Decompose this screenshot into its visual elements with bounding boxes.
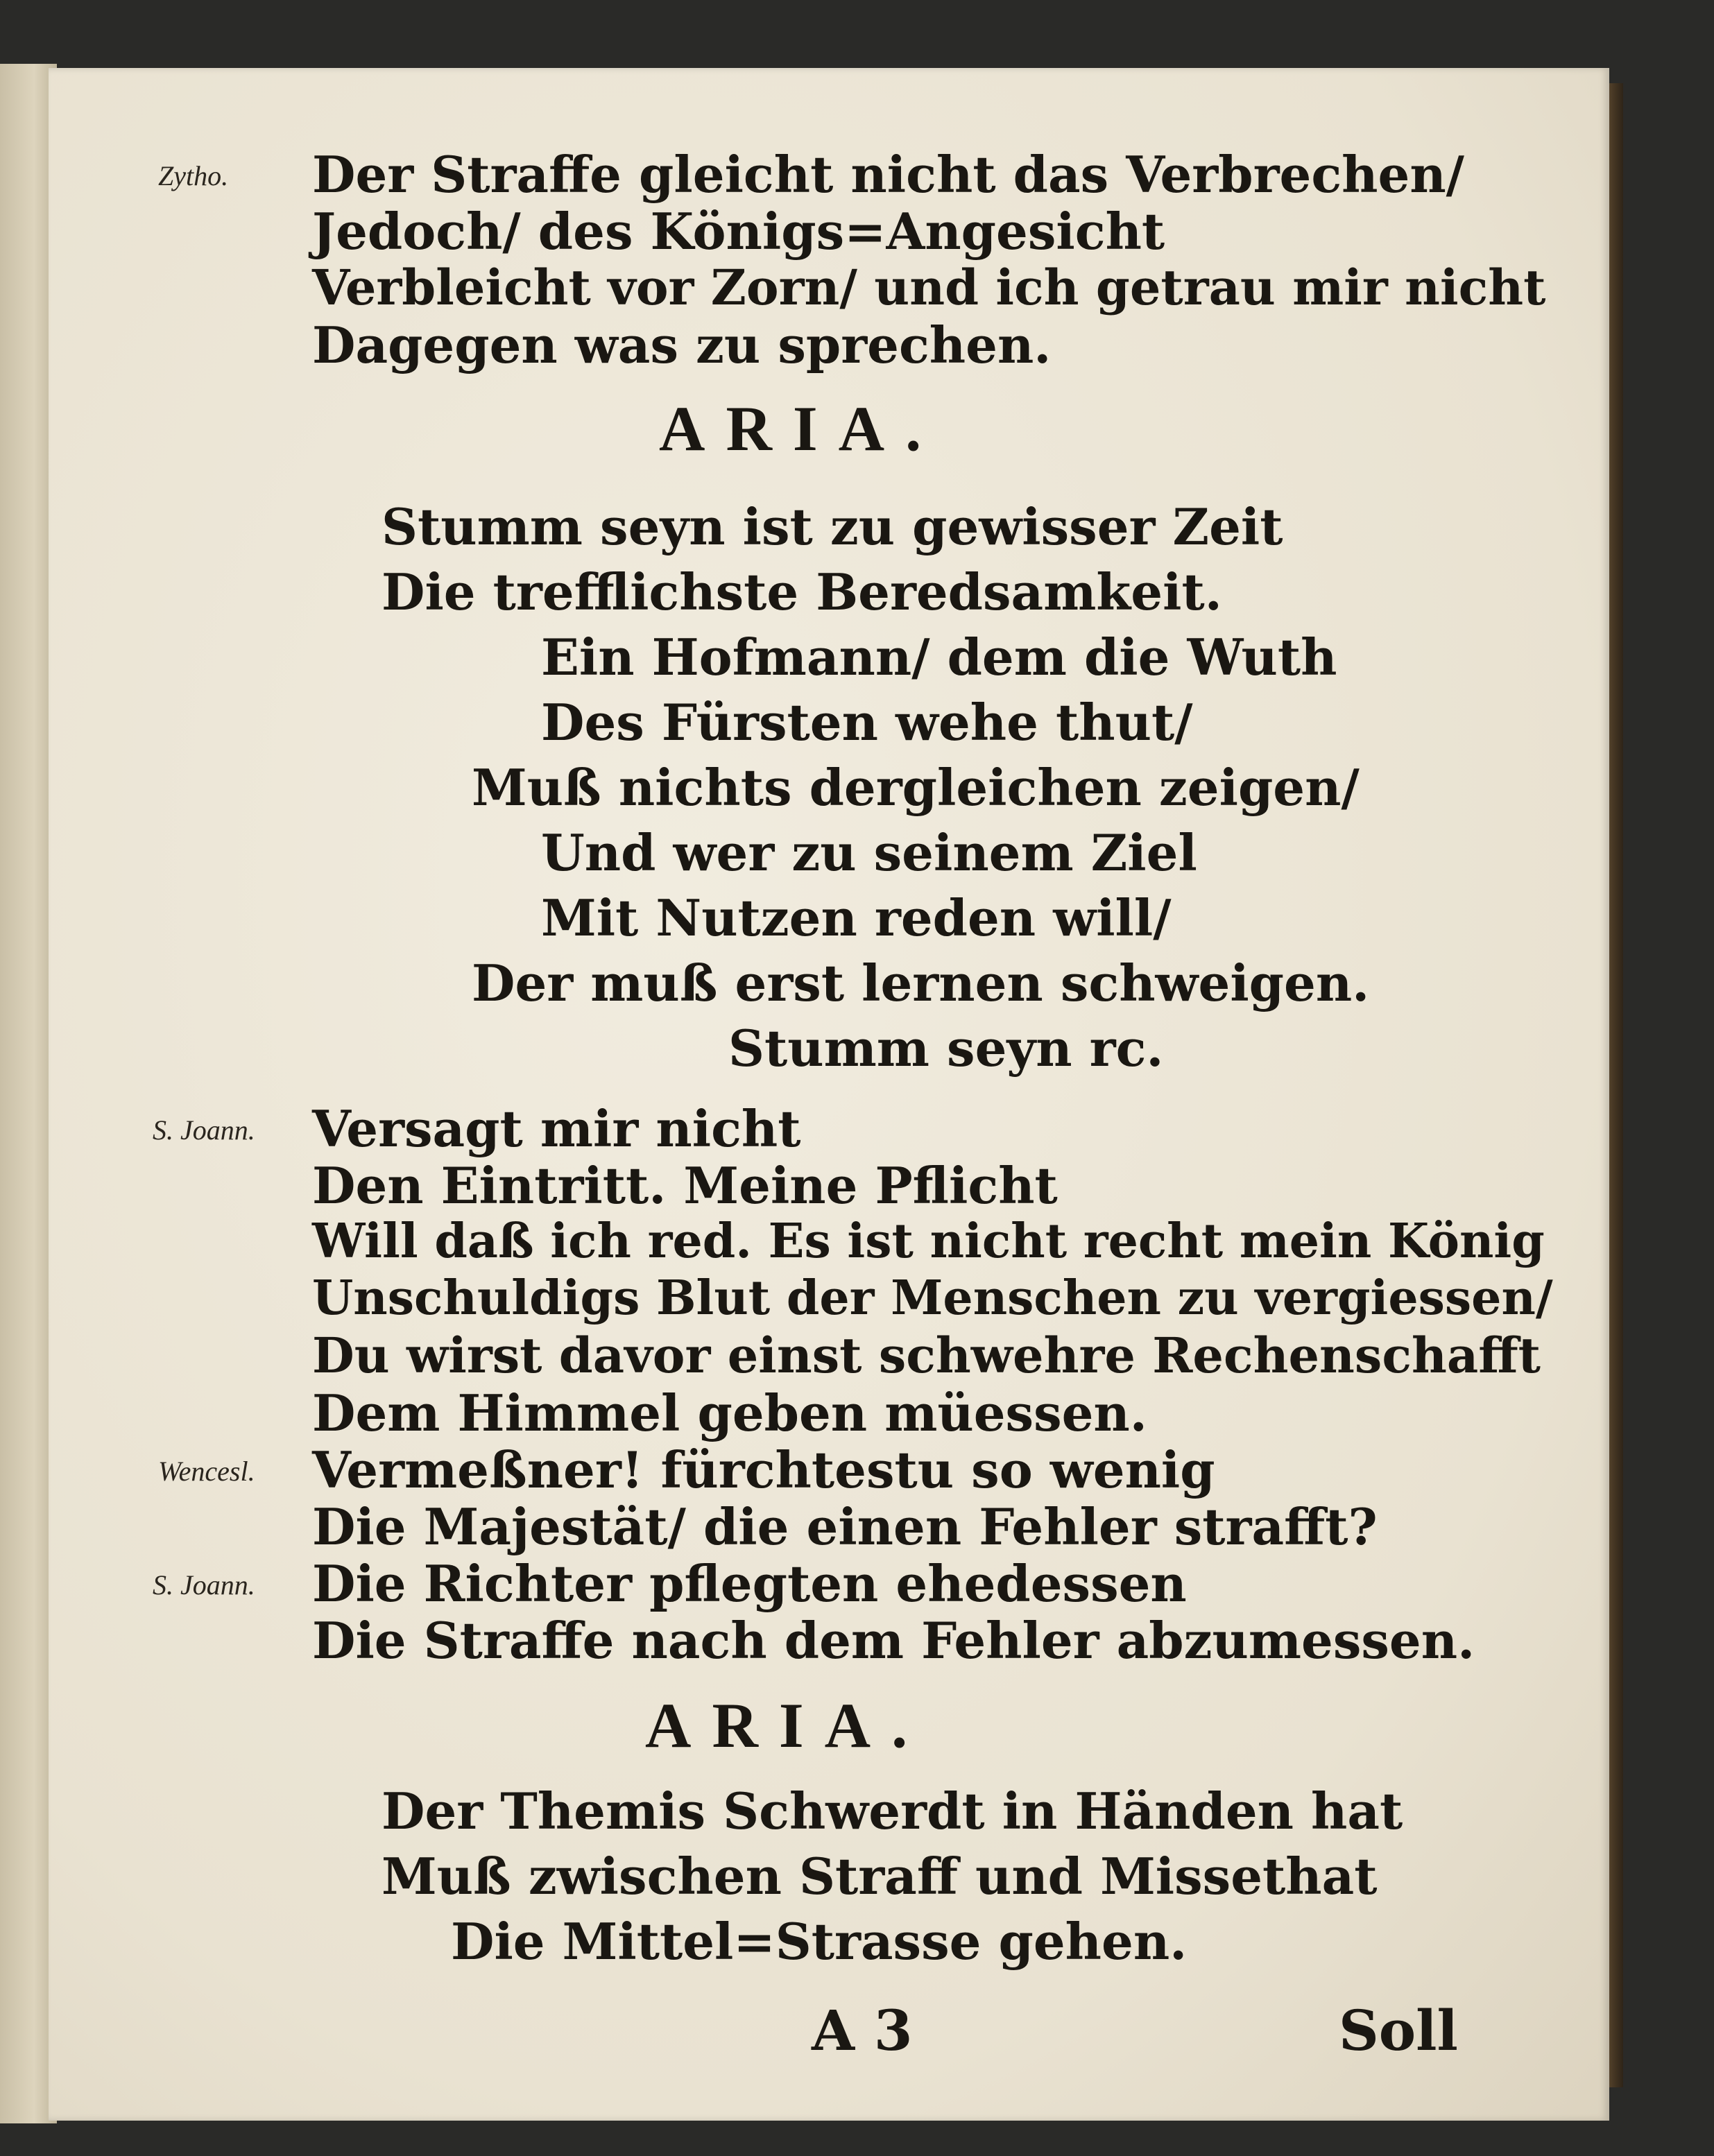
speaker-zytho: Zytho.: [158, 160, 229, 191]
text-line: Vermeßner! fürchtestu so wenig: [312, 1440, 1215, 1499]
aria-heading: ARIA.: [645, 1690, 929, 1761]
text-line: Versagt mir nicht: [312, 1099, 801, 1158]
aria-line: Der muß erst lernen schweigen.: [472, 954, 1370, 1012]
aria-line: Muß nichts dergleichen zeigen/: [472, 758, 1360, 817]
text-line: Die Straffe nach dem Fehler abzumessen.: [312, 1611, 1475, 1670]
aria-line: Und wer zu seinem Ziel: [541, 823, 1197, 882]
aria-line: Mit Nutzen reden will/: [541, 888, 1172, 947]
aria-line: Die trefflichste Beredsamkeit.: [382, 562, 1222, 621]
speaker-joann: S. Joann.: [153, 1569, 255, 1601]
text-line: Der Straffe gleicht nicht das Verbrechen/: [312, 145, 1464, 204]
aria-heading: ARIA.: [659, 393, 943, 464]
book-page: [49, 68, 1609, 2121]
text-line: Unschuldigs Blut der Menschen zu vergiessen/: [312, 1270, 1553, 1326]
text-line: Jedoch/ des Königs=Angesicht: [312, 202, 1165, 261]
text-line: Die Richter pflegten ehedessen: [312, 1554, 1187, 1613]
aria-line: Die Mittel=Strasse gehen.: [451, 1912, 1188, 1971]
text-line: Den Eintritt. Meine Pflicht: [312, 1156, 1058, 1215]
aria-line: Muß zwischen Straff und Missethat: [382, 1847, 1378, 1906]
speaker-wencesl: Wencesl.: [158, 1456, 255, 1487]
text-line: Dem Himmel geben müessen.: [312, 1383, 1147, 1442]
text-line: Du wirst davor einst schwehre Rechenschafft: [312, 1327, 1541, 1384]
aria-line: Stumm seyn rc.: [728, 1019, 1164, 1078]
text-line: Dagegen was zu sprechen.: [312, 316, 1052, 374]
text-line: Die Majestät/ die einen Fehler strafft?: [312, 1497, 1378, 1556]
text-line: Verbleicht vor Zorn/ und ich getrau mir nicht: [312, 259, 1546, 316]
speaker-joann: S. Joann.: [153, 1114, 255, 1146]
catchword: Soll: [1339, 1998, 1458, 2063]
aria-line: Ein Hofmann/ dem die Wuth: [541, 628, 1337, 687]
text-line: Will daß ich red. Es ist nicht recht mein König: [312, 1214, 1545, 1269]
aria-line: Der Themis Schwerdt in Händen hat: [382, 1782, 1403, 1840]
signature-mark: A 3: [812, 1998, 913, 2063]
aria-line: Stumm seyn ist zu gewisser Zeit: [382, 497, 1283, 556]
aria-line: Des Fürsten wehe thut/: [541, 693, 1193, 752]
